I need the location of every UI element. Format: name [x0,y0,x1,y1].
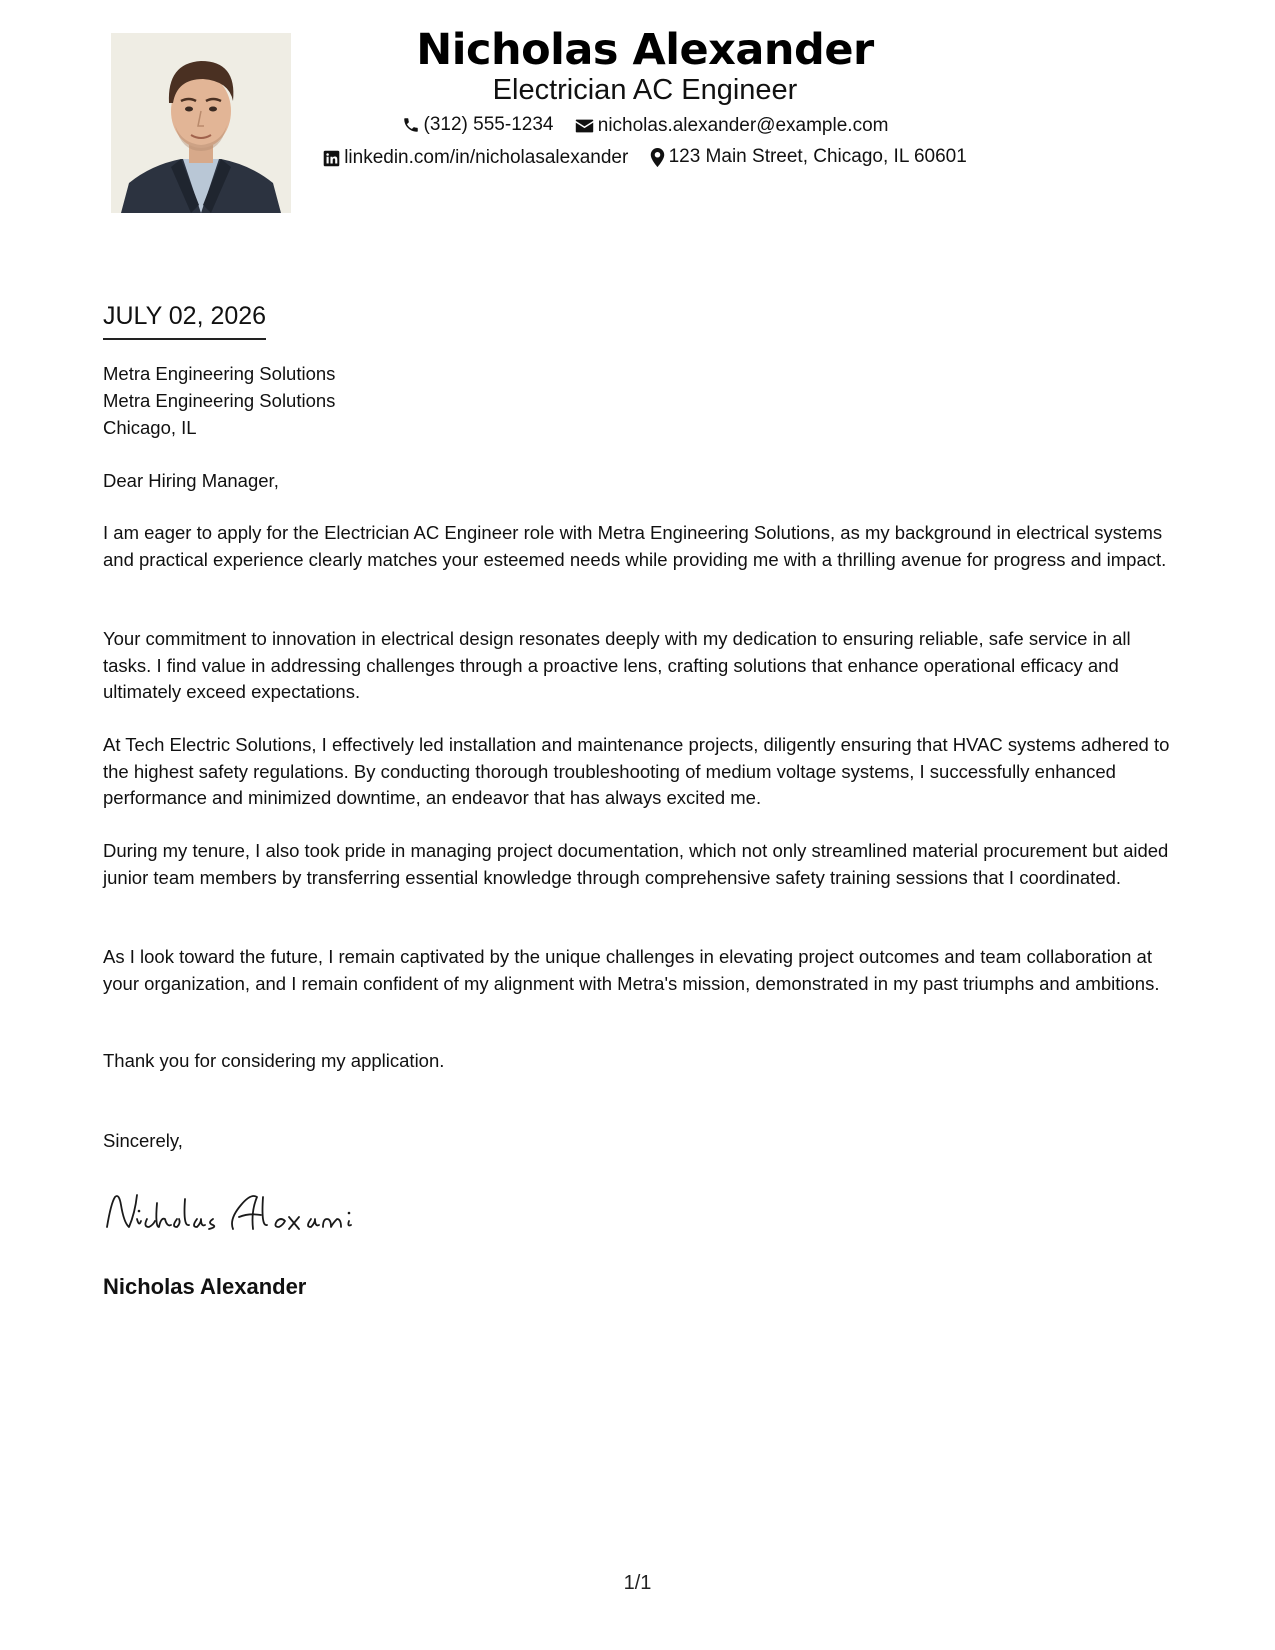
job-title: Electrician AC Engineer [492,74,798,106]
page-number: 1/1 [623,1572,652,1594]
candidate-name: Nicholas Alexander [416,25,874,75]
contact-email [575,113,889,139]
signer-name: Nicholas Alexander [103,1274,307,1299]
body-paragraph: During my tenure, I also took pride in managing project documentation, which not only streamlined material procurement but aided junior team members by transferring essential knowledge through comprehensive safety training sessions that I coordinated. [103,840,1169,888]
contact-phone [402,112,554,138]
body-paragraph: Your commitment to innovation in electrical design resonates deeply with my dedication to ensuring reliable, safe service in all tasks. I find value in addressing challenges through a proactive lens, crafting solutions that enhance operational efficacy and ultimately exceed expectations. [103,628,1131,702]
recipient-line: Metra Engineering Solutions [103,363,336,384]
salutation: Dear Hiring Manager, [103,470,279,491]
body-paragraph: As I look toward the future, I remain captivated by the unique challenges in elevating project outcomes and team collaboration at your organization, and I remain confident of my alignment with Metra's mission, demonstrated in my past triumphs and ambitions. [103,946,1160,994]
body-paragraph: I am eager to apply for the Electrician AC Engineer role with Metra Engineering Solutions, as my background in electrical systems and practical experience clearly matches your esteemed needs while providing me with a thrilling avenue for progress and impact. [103,522,1167,570]
recipient-block [103,360,335,441]
contact-row-primary [0,112,1275,142]
contact-address [650,144,967,170]
phone-icon [402,116,420,134]
recipient-line: Chicago, IL [103,417,197,438]
linkedin-url[interactable]: linkedin.com/in/nicholasalexander [344,147,629,168]
contact-linkedin [323,145,628,171]
email-address[interactable]: nicholas.alexander@example.com [597,115,889,136]
envelope-icon [575,118,594,134]
thank-you-line: Thank you for considering my application. [103,1050,445,1071]
contact-row-secondary [0,144,1275,175]
letter-date: JULY 02, 2026 [103,300,266,340]
map-pin-icon [650,148,665,167]
recipient-line: Metra Engineering Solutions [103,390,336,411]
linkedin-icon [323,150,340,167]
street-address: 123 Main Street, Chicago, IL 60601 [668,146,967,167]
phone-number: (312) 555-1234 [423,114,554,135]
handwritten-signature [101,1183,371,1243]
body-paragraph: At Tech Electric Solutions, I effectively led installation and maintenance projects, diligently ensuring that HVAC systems adhered to the highest safety regulations. By conducting thorough troubleshooting of medium voltage systems, I successfully enhanced performance and minimized downtime, an endeavor that has always excited me. [103,734,1170,808]
closing-line: Sincerely, [103,1130,183,1151]
